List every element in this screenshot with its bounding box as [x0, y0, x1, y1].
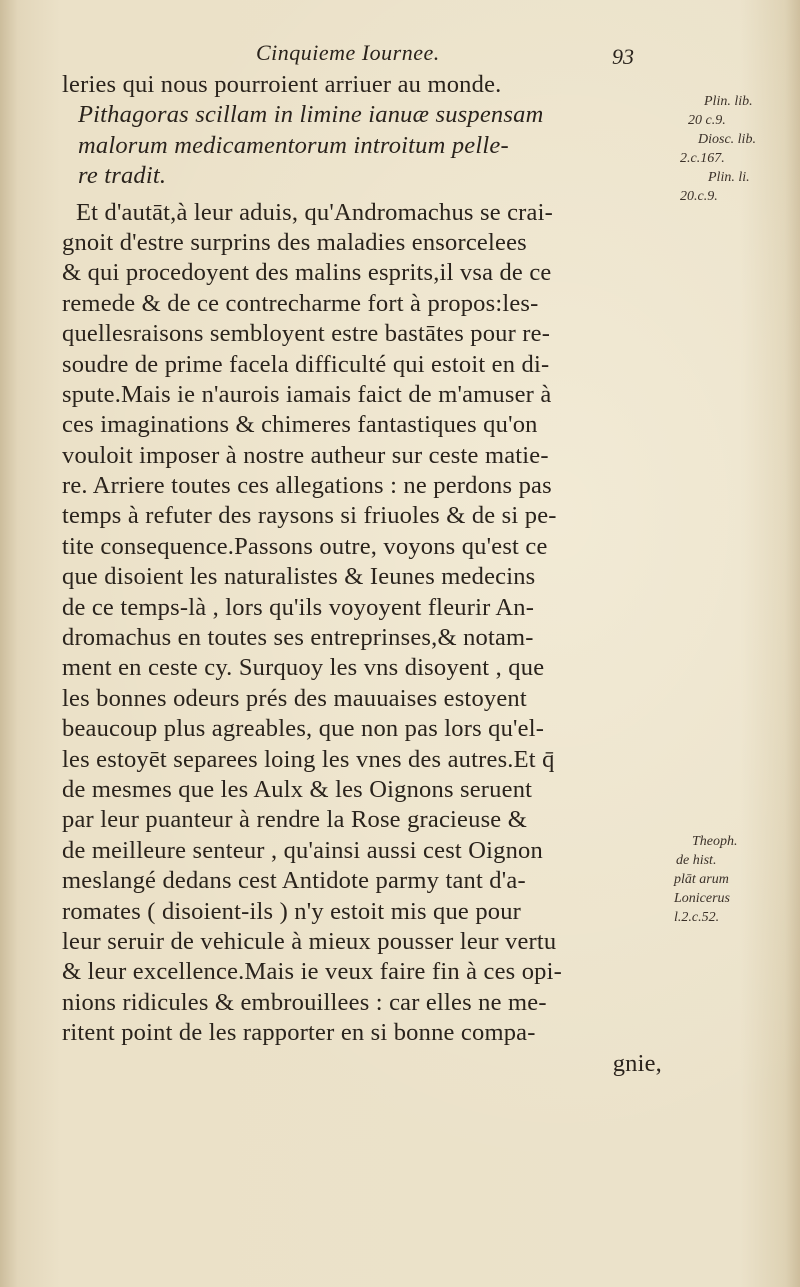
- text-line: remede & de ce contrecharme fort à propos:les-: [62, 289, 539, 317]
- running-head: Cinquieme Iournee.: [256, 40, 440, 65]
- text-line: spute.Mais ie n'aurois iamais faict de m'amuser à: [62, 380, 552, 408]
- text-line: re. Arriere toutes ces allegations : ne perdons pas: [62, 472, 552, 500]
- margin-note-line: plāt arum: [674, 872, 729, 887]
- text-line: ces imaginations & chimeres fantastiques qu'on: [62, 411, 538, 439]
- quote-line: re tradit.: [78, 162, 167, 190]
- text-line: leur seruir de vehicule à mieux pousser leur vertu: [62, 927, 557, 955]
- latin-quotation: [62, 100, 662, 191]
- margin-note-line: Lonicerus: [674, 891, 730, 906]
- text-line: temps à refuter des raysons si friuoles & de si pe-: [62, 502, 557, 530]
- text-line: & qui procedoyent des malins esprits,il vsa de ce: [62, 259, 552, 287]
- text-line: ment en ceste cy. Surquoy les vns disoyent , que: [62, 654, 545, 682]
- text-line: vouloit imposer à nostre autheur sur ceste matie-: [62, 441, 549, 469]
- text-line: soudre de prime facela difficulté qui estoit en di-: [62, 350, 550, 378]
- text-line: les bonnes odeurs prés des mauuaises estoyent: [62, 684, 527, 712]
- margin-note-line: 20.c.9.: [680, 189, 718, 204]
- margin-note-line: Diosc. lib.: [698, 132, 756, 147]
- text-line: par leur puanteur à rendre la Rose gracieuse &: [62, 806, 527, 834]
- text-line: que disoient les naturalistes & Ieunes medecins: [62, 563, 536, 591]
- text-line: dromachus en toutes ses entreprinses,& notam-: [62, 624, 534, 652]
- text-line: de ce temps-là , lors qu'ils voyoyent fleurir An-: [62, 593, 535, 621]
- margin-note-line: l.2.c.52.: [674, 910, 720, 925]
- text-line: Et d'autāt,à leur aduis, qu'Andromachus se crai-: [76, 198, 553, 226]
- margin-note-line: Plin. lib.: [704, 94, 753, 109]
- margin-note-pliny-dioscorides: [680, 92, 800, 206]
- text-line: de meilleure senteur , qu'ainsi aussi cest Oignon: [62, 836, 543, 864]
- text-line: leries qui nous pourroient arriuer au monde.: [62, 71, 502, 98]
- page-number: 93: [612, 44, 634, 69]
- body-text: [62, 70, 662, 1079]
- quote-line: Pithagoras scillam in limine ianuæ suspensam: [78, 101, 544, 129]
- margin-note-line: Plin. li.: [708, 170, 750, 185]
- margin-note-line: Theoph.: [692, 834, 738, 849]
- text-line: de mesmes que les Aulx & les Oignons seruent: [62, 775, 533, 803]
- text-line: romates ( disoient-ils ) n'y estoit mis que pour: [62, 897, 522, 925]
- margin-note-line: 20 c.9.: [688, 113, 726, 128]
- text-line: quellesraisons sembloyent estre bastātes pour re-: [62, 320, 551, 348]
- text-line: beaucoup plus agreables, que non pas lors qu'el-: [62, 715, 545, 743]
- text-line: nions ridicules & embrouillees : car elles ne me-: [62, 988, 547, 1016]
- margin-note-line: 2.c.167.: [680, 151, 725, 166]
- text-line: & leur excellence.Mais ie veux faire fin à ces opi-: [62, 958, 562, 986]
- catchword: gnie,: [612, 1049, 662, 1077]
- text-line: meslangé dedans cest Antidote parmy tant d'a-: [62, 867, 526, 895]
- margin-note-line: de hist.: [676, 853, 717, 868]
- text-line: les estoyēt separees loing les vnes des autres.Et q̄: [62, 745, 555, 773]
- margin-note-theophrastus: [674, 832, 800, 927]
- text-line: gnoit d'estre surprins des maladies ensorcelees: [62, 228, 527, 256]
- text-line: ritent point de les rapporter en si bonne compa-: [62, 1019, 536, 1047]
- text-line: tite consequence.Passons outre, voyons qu'est ce: [62, 532, 548, 560]
- quote-line: malorum medicamentorum introitum pelle-: [78, 131, 509, 159]
